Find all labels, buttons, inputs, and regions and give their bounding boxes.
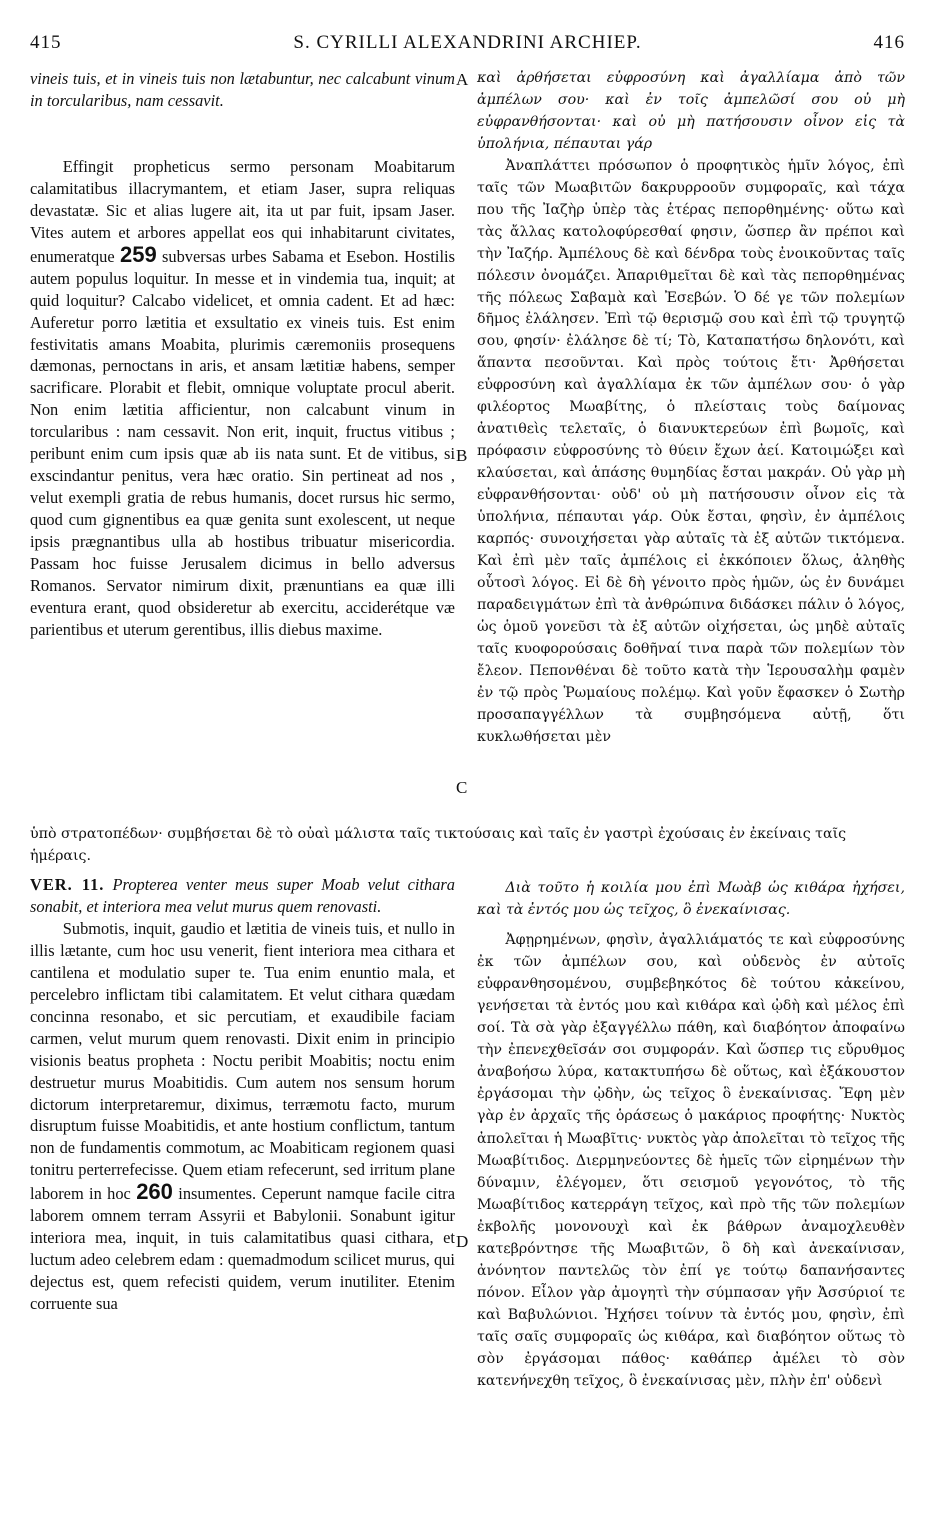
latin-column-bottom: [30, 874, 455, 1315]
greek-commentary-bottom: Ἀφῃρημένων, φησὶν, ἀγαλλιάματός τε καὶ εὐφροσύνης ἐκ τῶν ἀμπέλων σου, καὶ οὐδενὸς ἐν αὐτοῖς εὐφρανθησομένου, συμβεβηκότος δὲ τούτου κἀκείνου, γενήσεται τὰ ἐντός μου καὶ κιθάρα καὶ ᾠδὴ καὶ μέλος ἐπὶ σοί. Τὰ σὰ γὰρ ἐξαγγέλλω πάθη, καὶ διαβόητον ἀποφαίνω τὴν ἐπενεχθεῖσάν σοι συμφοράν. Καὶ ὥσπερ τις εὔρυθμος ἀναβοήσω λύρα, κατακτυπήσω δὲ οὕτως, καὶ ἐξάκουστον ἐργάσομαι τὴν ᾠδὴν, ὡς τεῖχος ὃ ἐνεκαίνισας. Ἔφη μὲν γὰρ ἐν ἀρχαῖς τῆς ὁράσεως ὁ μακάριος προφήτης· Νυκτὸς ἀπολεῖται ἡ Μωαβῖτις· νυκτὸς γὰρ ἀπολεῖται τὸ τεῖχος τῆς Μωαβίτιδος. Διερμηνεύοντες δὲ ἡμεῖς τῶν εἰρημένων τὴν δύναμιν, ἐλέγομεν, ὅτι σεισμοῦ γεγονότος, τὸ τῆς Μωαβίτιδος κατερράγη τεῖχος, καὶ πρὸ τῆς τῶν πολεμίων ἐκβολῆς μονονουχὶ καὶ ἐκ βάθρων ἀναμοχλευθὲν κατεβρόντησε τῆς Μωαβιτῶν, ὃ δὴ καὶ ἀνεκαίνισαν, ἀνόνητον παντελῶς τὸν ἐπί γε τούτῳ δαπανήσαντες πόνον. Εἷλον γὰρ ἀμογητὶ τὴν σύμπασαν γῆν Ἀσσύριοί τε καὶ Βαβυλώνιοι. Ἠχήσει τοίνυν τὰ ἐντός μου, φησὶν, ἐπὶ ταῖς σαῖς συμφοραῖς ὡς κιθάρα, καὶ διαβόητον οὕτως τὸ σὸν ἐργάσομαι πάθος· καθάπερ ἀμέλει τὸ σὸν κατενήνεχθη τεῖχος, ὃ ἐνεκαίνισας μὲν, πλὴν ἐπ' οὐδενὶ: [477, 932, 905, 1390]
latin-column-top: [30, 68, 455, 641]
margin-letter-c: C: [456, 778, 468, 797]
greek-lemma-bottom: Διὰ τοῦτο ἡ κοιλία μου ἐπὶ Μωὰβ ὡς κιθάρα ἠχήσει, καὶ τὰ ἐντός μου ὡς τεῖχος, ὃ ἐνεκαίνισας.: [477, 880, 905, 919]
greek-spanning-line: [30, 824, 905, 868]
page-number-right: 416: [873, 32, 905, 53]
greek-column-bottom: [477, 877, 905, 1392]
latin-lemma-bottom-text: Propterea venter meus super Moab velut cithara sonabit, et interiora mea velut murus quem renovasti.: [30, 875, 455, 916]
verse-label: VER. 11.: [30, 875, 105, 894]
running-title: S. CYRILLI ALEXANDRINI ARCHIEP.: [293, 32, 642, 53]
greek-commentary-top: Ἀναπλάττει πρόσωπον ὁ προφητικὸς ἡμῖν λόγος, ἐπὶ ταῖς τῶν Μωαβιτῶν δακρυρροοῦν συμφοραῖς, καὶ τάχα που τῆς Ἰαζὴρ ὑπὲρ τὰς ἑτέρας πεπορθημένης· οὕτω καὶ τὰς ἄλλας κατολοφύρεσθαί φησιν, ὥσπερ ἂν πρέποι καὶ τὴν Ἰαζήρ. Ἀμπέλους δὲ καὶ δένδρα τοὺς ἐνοικοῦντας ταῖς πόλεσιν ὀνομάζει. Ἀπαριθμεῖται δὲ καὶ τὰς πεπορθημένας τῆς πόλεως Σαβαμὰ καὶ Ἐσεβών. Ὁ δέ γε τῶν πολεμίων δῆμος ἐλάλησεν. Ἐπὶ τῷ θερισμῷ σου καὶ ἐπὶ τῷ τρυγητῷ σου, φησίν· ἐλάλησε δὲ τί; Τὸ, Καταπατήσω δηλονότι, καὶ ἅπαντα πεσοῦνται. Καὶ πρὸς τούτοις ἔτι· Ἀρθήσεται εὐφροσύνη καὶ ἀγαλλίαμα ἐκ τῶν ἀμπέλων σου· ὁ γὰρ φιλέορτος Μωαβίτης, ὁ πλείσταις τοὺς δαίμονας ἀνατιθεὶς τελεταῖς, ὁ διανυκτερεύων ἐπὶ βωμοῖς, καὶ πρόφασιν εὐφροσύνης τὸ θύειν ἔχων ἀεί. Κατοιμώξει καὶ κλαύσεται, καὶ ἁπάσης θυμηδίας ἔσται μακράν. Οὐ γὰρ μὴ εὐφρανθήσονται· οὐδ' οὐ μὴ πατήσουσιν οἶνον εἰς τὰ ὑπολήνια, πέπαυται γάρ. Οὐκ ἔσται, φησὶν, ἐν ἀμπέλοις καρπός· συνοιχήσεται γὰρ αὐταῖς τὰ ἐξ αὐτῶν τικτόμενα. Καὶ ἐπὶ μὲν ταῖς ἀμπέλοις εἰ ἐκκόποιεν ὅλως, ἀληθὴς οὗτοσὶ λόγος. Εἰ δὲ δὴ γένοιτο πρὸς ἡμῶν, ὡς ἐν δυνάμει παραδειγμάτων ἐπὶ τὰ ἀνθρώπινα διδάσκει πάλιν ὁ λόγος, ὡς ὁμοῦ γονεῦσι τὰ ἐξ αὐτῶν οἰχήσεται, ὡς μηδὲ αὐταῖς ταῖς κυοφορούσαις δοθῆναί τινα παρὰ τῶν πολεμίων τὸν ἔλεον. Πεπονθέναι δὲ τοῦτο κατὰ τὴν Ἱερουσαλὴμ φαμὲν ἐν τῷ πρὸς Ῥωμαίους πολέμῳ. Καὶ γοῦν ἔφασκεν ὁ Σωτὴρ προσαπαγγέλλων τὰ συμβησόμενα αὐτῇ, ὅτι κυκλωθήσεται μὲν: [477, 157, 905, 745]
margin-letter-a: A: [456, 70, 469, 89]
page-header: [30, 32, 905, 54]
margin-letter-b: B: [456, 446, 468, 465]
latin-commentary-bottom-post: insumentes. Ceperunt namque facile citra laborem omnem terram Assyrii et Babylonii. Sonabunt igitur interiora mea, inquit, in tuis calamitatibus quasi cithara, et luctum adeo celebrem edam : quemadmodum scilicet murus, qui dejectus est, quem refecisti quidem, verum inutiliter. Etenim corruente sua: [30, 1184, 455, 1314]
latin-commentary-bottom-pre: Submotis, inquit, gaudio et lætitia de vineis tuis, et nullo in illis lætante, cum hoc usu venerit, fient interiora mea cithara et cantilena et modulatio super te. Tua enim enuntio mala, et percelebro inflictam tibi calamitatem. Et velut cithara quædam concinna resonabo, et sic percutiam, et exaudibile faciam carmen, velut murum quem renovasti. Dixit enim in principio visionis beatus propheta : Noctu peribit Moabitis; noctu enim destruetur murus Moabitidis. Cum autem nos sensum horum dictorum interpretaremur, diximus, terræmotu facto, murum disruptum fuisse Moabitidis, et ante hostium conflictum, tantum non de fundamentis commotum, ac Moabiticam regionem quasi tonitru perterrefecisse. Quem etiam refecerunt, sed irritum plane laborem in hoc: [30, 918, 455, 1204]
latin-commentary-top-post: subversas urbes Sabama et Esebon. Hostilis autem populus loquitur. In messe et in vindemia tua, inquit; at quid loquitur? Calcabo videlicet, et omnia cadent. Et ad hæc: Auferetur porro lætitia et exsultatio ex vineis tuis. Est enim festivitatis amans Moabita, plurimis cæremoniis prosequens dæmonas, pernoctans in aris, et ansam lætitiæ habens, semper sacrificare. Plorabit et flebit, omnique voluptate procul aberit. Non enim lætitia afficientur, non calcabunt vinum in torcularibus : nam cessavit. Non erit, inquit, fructus vitibus ; peribunt enim cum ipsis quæ ab iis nata sunt. Et de vitibus, si exscindantur penitus, vera hæc oratio. Sin pertineat ad nos , velut exempli gratia de rebus humanis, docet rursus hic sermo, quod cum gignentibus ea quæ genita sunt exolescent, ut neque ipsis prægnantibus ulla ab hostibus tribuatur misericordia. Passam hoc fuisse Jerusalem dicimus in bello adversus Romanos. Servator nimirum dixit, prænuntians ea quæ illi eventura erant, quod obsideretur ab exercitu, acciderétque væ parientibus et uterum gerentibus, illis diebus maxime.: [30, 246, 455, 639]
page-number-left: 415: [30, 32, 62, 53]
margin-letter-d: D: [456, 1232, 469, 1251]
latin-commentary-top: [30, 156, 455, 641]
latin-commentary-bottom: [30, 918, 455, 1315]
column-number-259: 259: [119, 241, 157, 267]
greek-column-top: [477, 68, 905, 749]
latin-lemma-bottom: [30, 874, 455, 918]
latin-lemma-top: vineis tuis, et in vineis tuis non lætabuntur, nec calcabunt vinum in torcularibus, nam cessavit.: [30, 69, 455, 110]
latin-commentary-top-pre: Effingit propheticus sermo personam Moabitarum calamitatibus illacrymantem, et etiam Jaser, supra reliquas devastatæ. Sic et alias lugere ait, ita ut par fuit, ipsam Jaser. Vites autem et arbores appellat eos qui inhabitarunt civitates, enumeratque: [30, 156, 455, 266]
greek-spanning-text: ὑπὸ στρατοπέδων· συμβήσεται δὲ τὸ οὐαὶ μάλιστα ταῖς τικτούσαις καὶ ταῖς ἐν γαστρὶ ἐχούσαις ἐν ἐκείναις ταῖς ἡμέραις.: [30, 826, 847, 864]
greek-lemma-top: καὶ ἀρθήσεται εὐφροσύνη καὶ ἀγαλλίαμα ἀπὸ τῶν ἀμπέλων σου· καὶ ἐν τοῖς ἀμπελῶσί σου οὐ μὴ εὐφρανθήσονται· καὶ οὐ μὴ πατήσουσιν οἶνον εἰς τὰ ὑπολήνια, πέπαυται γάρ: [477, 70, 905, 152]
column-number-260: 260: [136, 1179, 173, 1205]
